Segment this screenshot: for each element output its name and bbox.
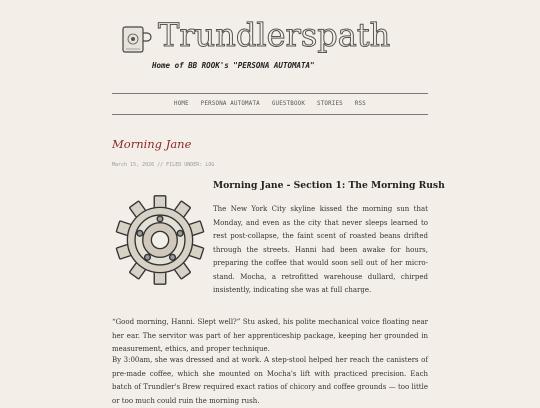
logo-wordmark: Trundlerspath [158, 16, 391, 54]
nav-guestbook[interactable]: GUESTBOOK [271, 101, 306, 107]
post-paragraph-1: The New York City skyline kissed the morning sun that Monday, and even as the city that never sleeps learned to rest post-collapse, the faint scent of roasted beans drifted through the streets. Hanni had been awake for hours, preparing the coffee that would soon sell out of her micro-stand. Mocha, a retrofitted warehouse dullard, chirped insistently, indicating she was at full charge. [213, 205, 428, 294]
nav-persona-automata[interactable]: PERSONA AUTOMATA [200, 101, 260, 107]
post-meta: March 15, 2026 // FILED UNDER: LOG [112, 162, 215, 168]
nav-home[interactable]: HOME [174, 101, 189, 107]
site-logo[interactable] [120, 16, 391, 56]
nav-rss[interactable]: RSS [354, 101, 366, 107]
coffee-mug-icon [120, 22, 154, 56]
site-tagline: Home of BB ROOK's "PERSONA AUTOMATA" [152, 61, 315, 70]
main-nav [112, 93, 428, 115]
post-title[interactable]: Morning Jane [112, 137, 192, 151]
post-paragraph-2: “Good morning, Hanni. Slept well?” Stu asked, his polite mechanical voice floating near her ear. The servitor was part of her apprenticeship package, keeping her grounded in measurement, ethics, and proper technique. [112, 318, 428, 353]
section-heading: Morning Jane - Section 1: The Morning Rush [213, 180, 445, 191]
post-paragraph-3: By 3:00am, she was dressed and at work. A step-stool helped her reach the canisters of pre-made coffee, which she mounted on Mocha's lift with practiced precision. Each batch of Trundler's Brew required exact ratios of chicory and coffee grounds — too little or too much could ruin the morning rush. [112, 356, 428, 405]
gear-illustration-icon [112, 190, 208, 290]
nav-stories[interactable]: STORIES [317, 101, 343, 107]
